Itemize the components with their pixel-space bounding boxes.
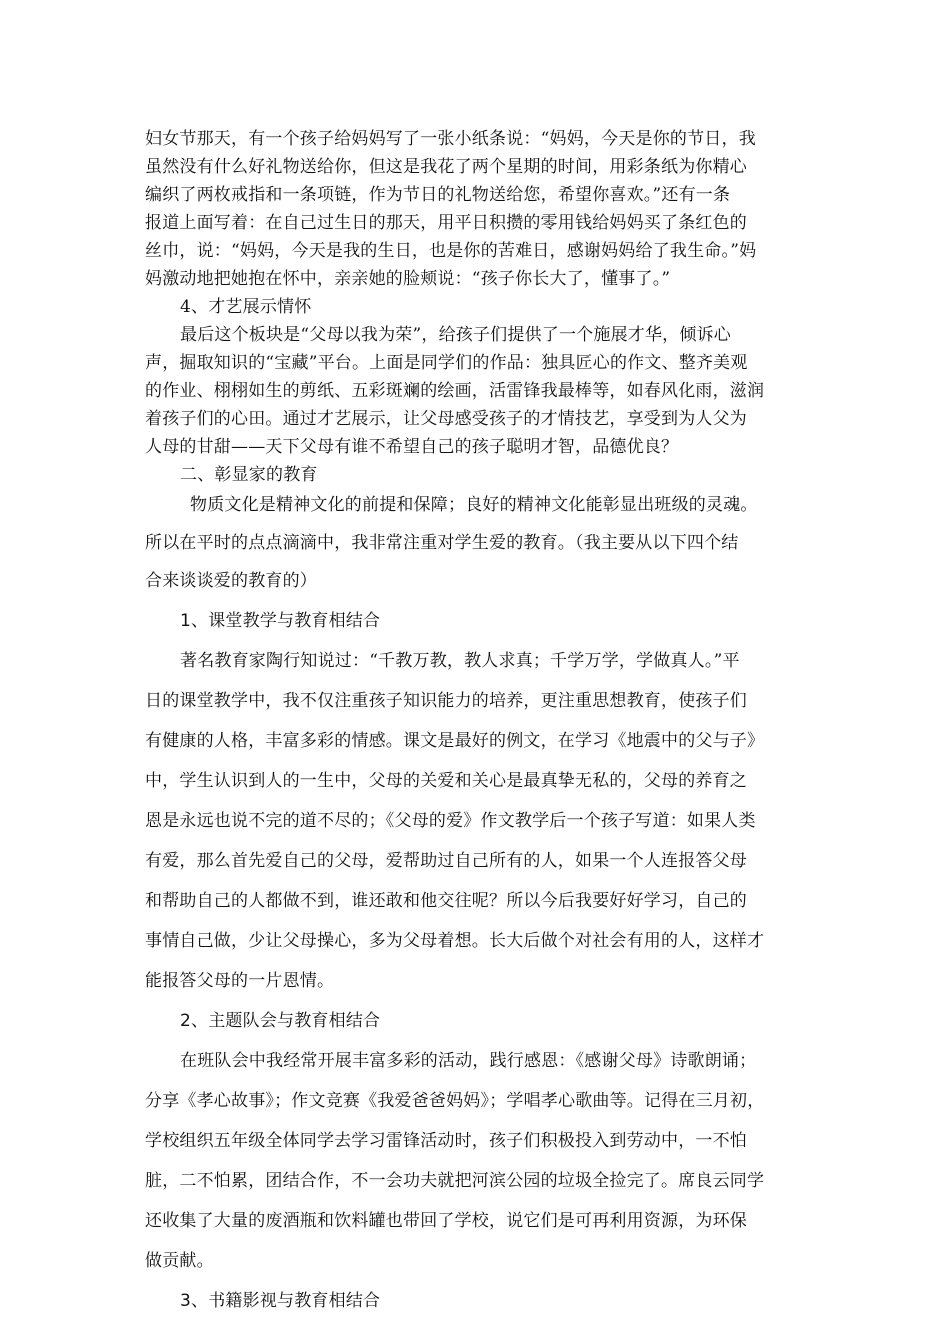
- paragraph-line: 合来谈谈爱的教育的）: [145, 571, 317, 591]
- paragraph-line: 声，掘取知识的“宝藏”平台。上面是同学们的作品：独具匠心的作文、整齐美观: [145, 353, 748, 373]
- paragraph-line: 学校组织五年级全体同学去学习雷锋活动时，孩子们积极投入到劳动中，一不怕: [145, 1131, 747, 1151]
- paragraph-line: 和帮助自己的人都做不到，谁还敢和他交往呢？所以今后我要好好学习，自己的: [145, 891, 747, 911]
- paragraph-line: 脏，二不怕累，团结合作，不一会功夫就把河滨公园的垃圾全捡完了。席良云同学: [145, 1171, 765, 1191]
- paragraph-line: 人母的甘甜——天下父母有谁不希望自己的孩子聪明才智，品德优良？: [145, 437, 679, 457]
- paragraph-line: 丝巾，说：“妈妈，今天是我的生日，也是你的苦难日，感谢妈妈给了我生命。”妈: [145, 241, 757, 261]
- paragraph-line: 编织了两枚戒指和一条项链，作为节日的礼物送给您，希望你喜欢。”还有一条: [145, 185, 731, 205]
- paragraph-line: 妇女节那天，有一个孩子给妈妈写了一张小纸条说：“妈妈，今天是你的节日，我: [145, 129, 756, 149]
- paragraph-line: 有爱，那么首先爱自己的父母，爱帮助过自己所有的人，如果一个人连报答父母: [145, 851, 747, 871]
- paragraph-line: 的作业、栩栩如生的剪纸、五彩斑斓的绘画，活雷锋我最棒等，如春风化雨，滋润: [145, 381, 765, 401]
- paragraph-line: 做贡献。: [145, 1251, 214, 1271]
- subheading: 2、主题队会与教育相结合: [180, 1011, 381, 1031]
- paragraph-line: 所以在平时的点点滴滴中，我非常注重对学生爱的教育。（我主要从以下四个结: [145, 533, 739, 553]
- paragraph-line: 中，学生认识到人的一生中，父母的关爱和关心是最真挚无私的，父母的养育之: [145, 771, 747, 791]
- paragraph-line: 最后这个板块是“父母以我为荣”，给孩子们提供了一个施展才华，倾诉心: [180, 325, 731, 345]
- paragraph-line: 物质文化是精神文化的前提和保障；良好的精神文化能彰显出班级的灵魂。: [190, 495, 758, 515]
- paragraph-line: 有健康的人格，丰富多彩的情感。课文是最好的例文，在学习《地震中的父与子》: [145, 731, 765, 751]
- section-heading: 二、彰显家的教育: [180, 465, 318, 485]
- paragraph-line: 事情自己做，少让父母操心，多为父母着想。长大后做个对社会有用的人，这样才: [145, 931, 765, 951]
- subheading: 1、课堂教学与教育相结合: [180, 611, 381, 631]
- paragraph-line: 虽然没有什么好礼物送给你，但这是我花了两个星期的时间，用彩条纸为你精心: [145, 157, 747, 177]
- paragraph-line: 妈激动地把她抱在怀中，亲亲她的脸颊说：“孩子你长大了，懂事了。”: [145, 269, 671, 289]
- paragraph-line: 着孩子们的心田。通过才艺展示，让父母感受孩子的才情技艺，享受到为人父为: [145, 409, 747, 429]
- paragraph-line: 日的课堂教学中，我不仅注重孩子知识能力的培养，更注重思想教育，使孩子们: [145, 691, 747, 711]
- paragraph-line: 著名教育家陶行知说过：“千教万教，教人求真；千学万学，学做真人。”平: [180, 651, 740, 671]
- paragraph-line: 能报答父母的一片恩情。: [145, 971, 335, 991]
- paragraph-line: 分享《孝心故事》；作文竞赛《我爱爸爸妈妈》；学唱孝心歌曲等。记得在三月初，: [145, 1091, 765, 1111]
- subheading: 4、才艺展示情怀: [180, 297, 312, 317]
- subheading: 3、书籍影视与教育相结合: [180, 1291, 381, 1311]
- paragraph-line: 还收集了大量的废酒瓶和饮料罐也带回了学校，说它们是可再利用资源，为环保: [145, 1211, 747, 1231]
- paragraph-line: 恩是永远也说不完的道不尽的；《父母的爱》作文教学后一个孩子写道：如果人类: [145, 811, 756, 831]
- paragraph-line: 在班队会中我经常开展丰富多彩的活动，践行感恩：《感谢父母》诗歌朗诵；: [180, 1051, 757, 1071]
- paragraph-line: 报道上面写着：在自己过生日的那天，用平日积攒的零用钱给妈妈买了条红色的: [145, 213, 747, 233]
